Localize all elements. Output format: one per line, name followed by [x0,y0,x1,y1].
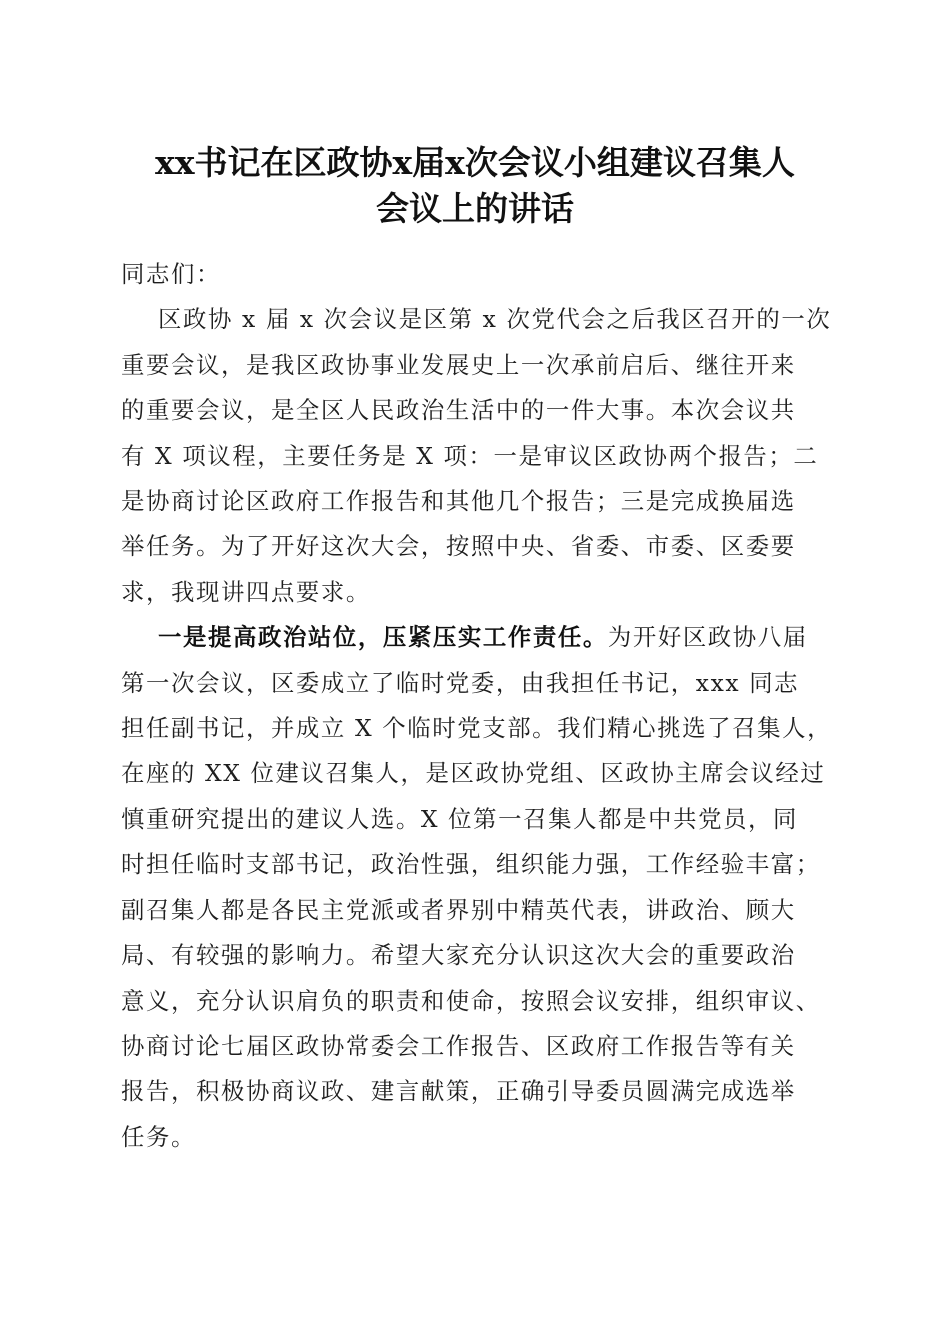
paragraph-1-line: 是协商讨论区政府工作报告和其他几个报告；三是完成换届选 [121,487,796,516]
paragraph-2-line: 意义，充分认识肩负的职责和使命，按照会议安排，组织审议、 [121,986,821,1015]
paragraph-1 [121,297,831,615]
paragraph-2-line: 在座的 XX 位建议召集人，是区政协党组、区政协主席会议经过 [121,759,826,788]
paragraph-1-line: 重要会议，是我区政协事业发展史上一次承前启后、继往开来 [121,350,796,379]
paragraph-2-line: 副召集人都是各民主党派或者界别中精英代表，讲政治、顾大 [121,895,796,924]
paragraph-2 [121,615,831,1160]
paragraph-2-line: 第一次会议，区委成立了临时党委，由我担任书记，xxx 同志 [121,668,800,697]
paragraph-2-line: 任务。 [121,1122,196,1151]
paragraph-1-line: 区政协 x 届 x 次会议是区第 x 次党代会之后我区召开的一次 [158,305,832,334]
salutation: 同志们： [121,260,221,288]
paragraph-2-heading: 一是提高政治站位，压紧压实工作责任。 [158,623,608,652]
title-line-1: xx书记在区政协x届x次会议小组建议召集人 [155,143,795,182]
paragraph-2-first-line-rest: 为开好区政协八届 [607,623,808,652]
paragraph-1-line: 举任务。为了开好这次大会，按照中央、省委、市委、区委要 [121,532,796,561]
paragraph-2-line: 担任副书记，并成立 X 个临时党支部。我们精心挑选了召集人， [121,714,833,743]
paragraph-2-line: 慎重研究提出的建议人选。X 位第一召集人都是中共党员，同 [121,804,799,833]
paragraph-2-line: 局、有较强的影响力。希望大家充分认识这次大会的重要政治 [121,941,796,970]
paragraph-2-first-line [121,615,831,660]
paragraph-2-line: 时担任临时支部书记，政治性强，组织能力强，工作经验丰富； [121,850,821,879]
paragraph-2-line: 报告，积极协商议政、建言献策，正确引导委员圆满完成选举 [121,1077,796,1106]
paragraph-1-line: 的重要会议，是全区人民政治生活中的一件大事。本次会议共 [121,396,796,425]
document-body [121,252,831,1160]
paragraph-1-line: 求，我现讲四点要求。 [121,577,371,606]
title-line-2: 会议上的讲话 [376,189,574,228]
paragraph-1-line: 有 X 项议程，主要任务是 X 项：一是审议区政协两个报告；二 [121,441,819,470]
paragraph-2-line: 协商讨论七届区政协常委会工作报告、区政府工作报告等有关 [121,1031,796,1060]
document-title [100,140,850,232]
